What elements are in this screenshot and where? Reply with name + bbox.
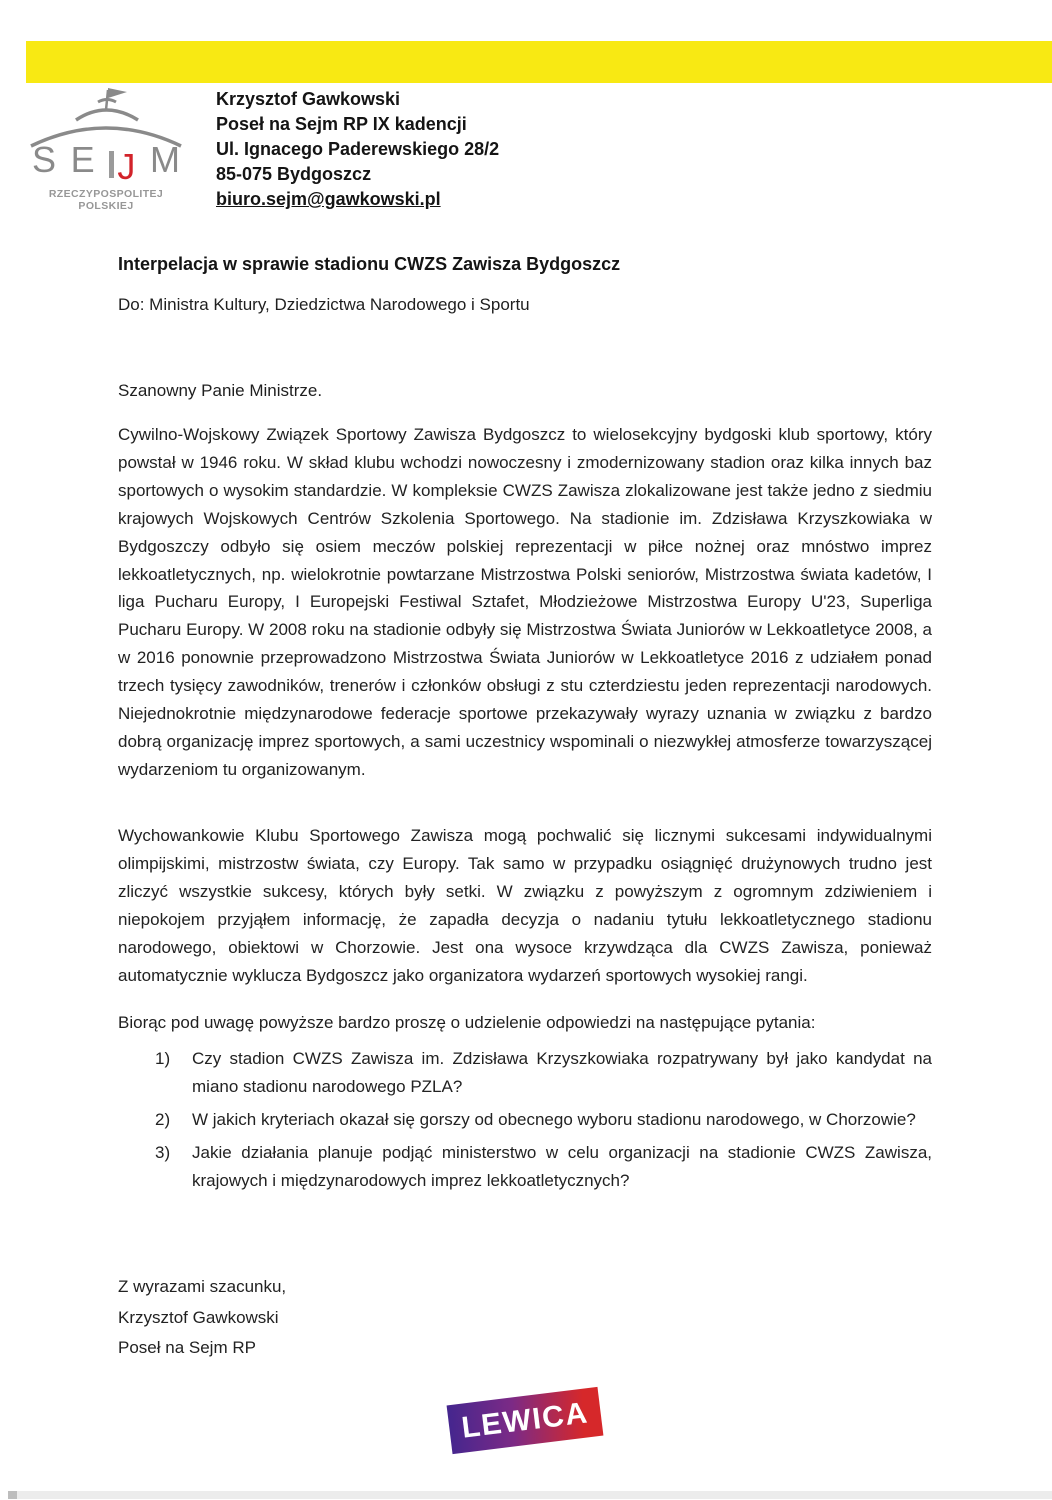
lewica-logo (447, 1387, 604, 1454)
question-text-3: Jakie działania planuje podjąć ministerstwo w celu organizacji na stadionie CWZS Zawisza, krajowych i międzynarodowych imprez lekkoatletycznych? (192, 1142, 932, 1190)
sejm-logo (22, 84, 190, 212)
questions-intro-line: Biorąc pod uwagę powyższe bardzo proszę o udzielenie odpowiedzi na następujące pytania: (118, 1013, 816, 1032)
sejm-wordmark (22, 139, 190, 187)
question-item-1 (118, 1045, 932, 1101)
question-text-1: Czy stadion CWZS Zawisza im. Zdzisława Krzyszkowiaka rozpatrywany był jako kandydat na miano stadionu narodowego PZLA? (192, 1049, 932, 1096)
sejm-letter-s: S (32, 139, 57, 180)
sender-email-link[interactable]: biuro.sejm@gawkowski.pl (216, 189, 441, 209)
yellow-header-bar (26, 41, 1052, 83)
question-text-2: W jakich kryteriach okazał się gorszy od obecnego wyboru stadionu narodowego, w Chorzowie? (192, 1109, 916, 1129)
sender-block (216, 87, 499, 212)
sender-name: Krzysztof Gawkowski (216, 89, 401, 109)
closing-block (118, 1272, 286, 1364)
salutation-line: Szanowny Panie Ministrze. (118, 381, 323, 400)
sejm-letter-e: E (70, 139, 95, 180)
sejm-letter-j-group (109, 142, 136, 187)
bottom-page-edge (8, 1491, 1052, 1499)
recipient-line: Do: Ministra Kultury, Dziedzictwa Narodowego i Sportu (118, 295, 530, 314)
question-item-3 (118, 1139, 932, 1195)
sender-role: Poseł na Sejm RP IX kadencji (216, 114, 467, 134)
question-item-2 (118, 1106, 932, 1134)
questions-list (118, 1045, 932, 1200)
sejm-j-gray-bar (109, 151, 114, 178)
closing-line: Z wyrazami szacunku, (118, 1277, 287, 1296)
body-paragraph-2: Wychowankowie Klubu Sportowego Zawisza mogą pochwalić się licznymi sukcesami indywidualnymi olimpijskimi, mistrzostw świata, czy Europy. Tak samo w przypadku osiągnięć drużynowych trudno jest zliczyć wszystkie sukcesy, których były setki. W związku z powyższym z ogromnym zdziwieniem i niepokojem przyjąłem informację, że zapadła decyzja o nadaniu tytułu lekkoatletycznego stadionu narodowego, obiektowi w Chorzowie. Jest ona wysoce krzywdząca dla CWZS Zawisza, ponieważ automatycznie wyklucza Bydgoszcz jako organizatora wydarzeń sportowych wysokiej rangi. (118, 826, 932, 985)
sender-address-line1: Ul. Ignacego Paderewskiego 28/2 (216, 139, 500, 159)
sejm-subtitle: RZECZYPOSPOLITEJ POLSKIEJ (48, 188, 164, 212)
body-paragraph-1: Cywilno-Wojskowy Związek Sportowy Zawisza Bydgoszcz to wielosekcyjny bydgoski klub sportowy, który powstał w 1946 roku. W skład klubu wchodzi nowoczesny i zmodernizowany stadion oraz kilka innych baz sportowych o wysokim standardzie. W kompleksie CWZS Zawisza zlokalizowane jest także jedno z siedmiu krajowych Wojskowych Centrów Szkolenia Sportowego. Na stadionie im. Zdzisława Krzyszkowiaka w Bydgoszczy odbyło się osiem meczów polskiej reprezentacji w piłce nożnej oraz mnóstwo imprez lekkoatletycznych, np. wielokrotnie powtarzane Mistrzostwa Polski seniorów, Mistrzostwa świata kadetów, I liga Pucharu Europy, I Europejski Festiwal Sztafet, Młodzieżowe Mistrzostwa Europy U'23, Superliga Pucharu Europy. W 2008 roku na stadionie odbyły się Mistrzostwa Świata Juniorów w Lekkoatletyce 2008, a w 2016 ponownie przeprowadzono Mistrzostwa Świata Juniorów w Lekkoatletyce 2016 z udziałem ponad trzech tysięcy zawodników, trenerów i członków obsługi z stu czterdziestu jeden reprezentacji narodowych. Niejednokrotnie międzynarodowe federacje sportowe przekazywały wyrazy uznania w związku z bardzo dobrą organizację imprez sportowych, a sami uczestnicy wspominali o niezwykłej atmosferze towarzyszącej wydarzeniom tu organizowanym. (118, 425, 932, 779)
sender-address-line2: 85-075 Bydgoszcz (216, 164, 372, 184)
sejm-letter-j: J (117, 146, 136, 187)
sejm-letter-m: M (150, 139, 180, 180)
question-number-2: 2) (155, 1109, 171, 1129)
signature-role: Poseł na Sejm RP (118, 1338, 256, 1357)
lewica-wordmark: LEWICA (459, 1395, 591, 1445)
letter-title: Interpelacja w sprawie stadionu CWZS Zawisza Bydgoszcz (118, 254, 621, 274)
bottom-edge-left-cap (8, 1491, 17, 1499)
question-number-3: 3) (155, 1142, 171, 1162)
signature-name: Krzysztof Gawkowski (118, 1307, 279, 1327)
question-number-1: 1) (155, 1049, 171, 1068)
